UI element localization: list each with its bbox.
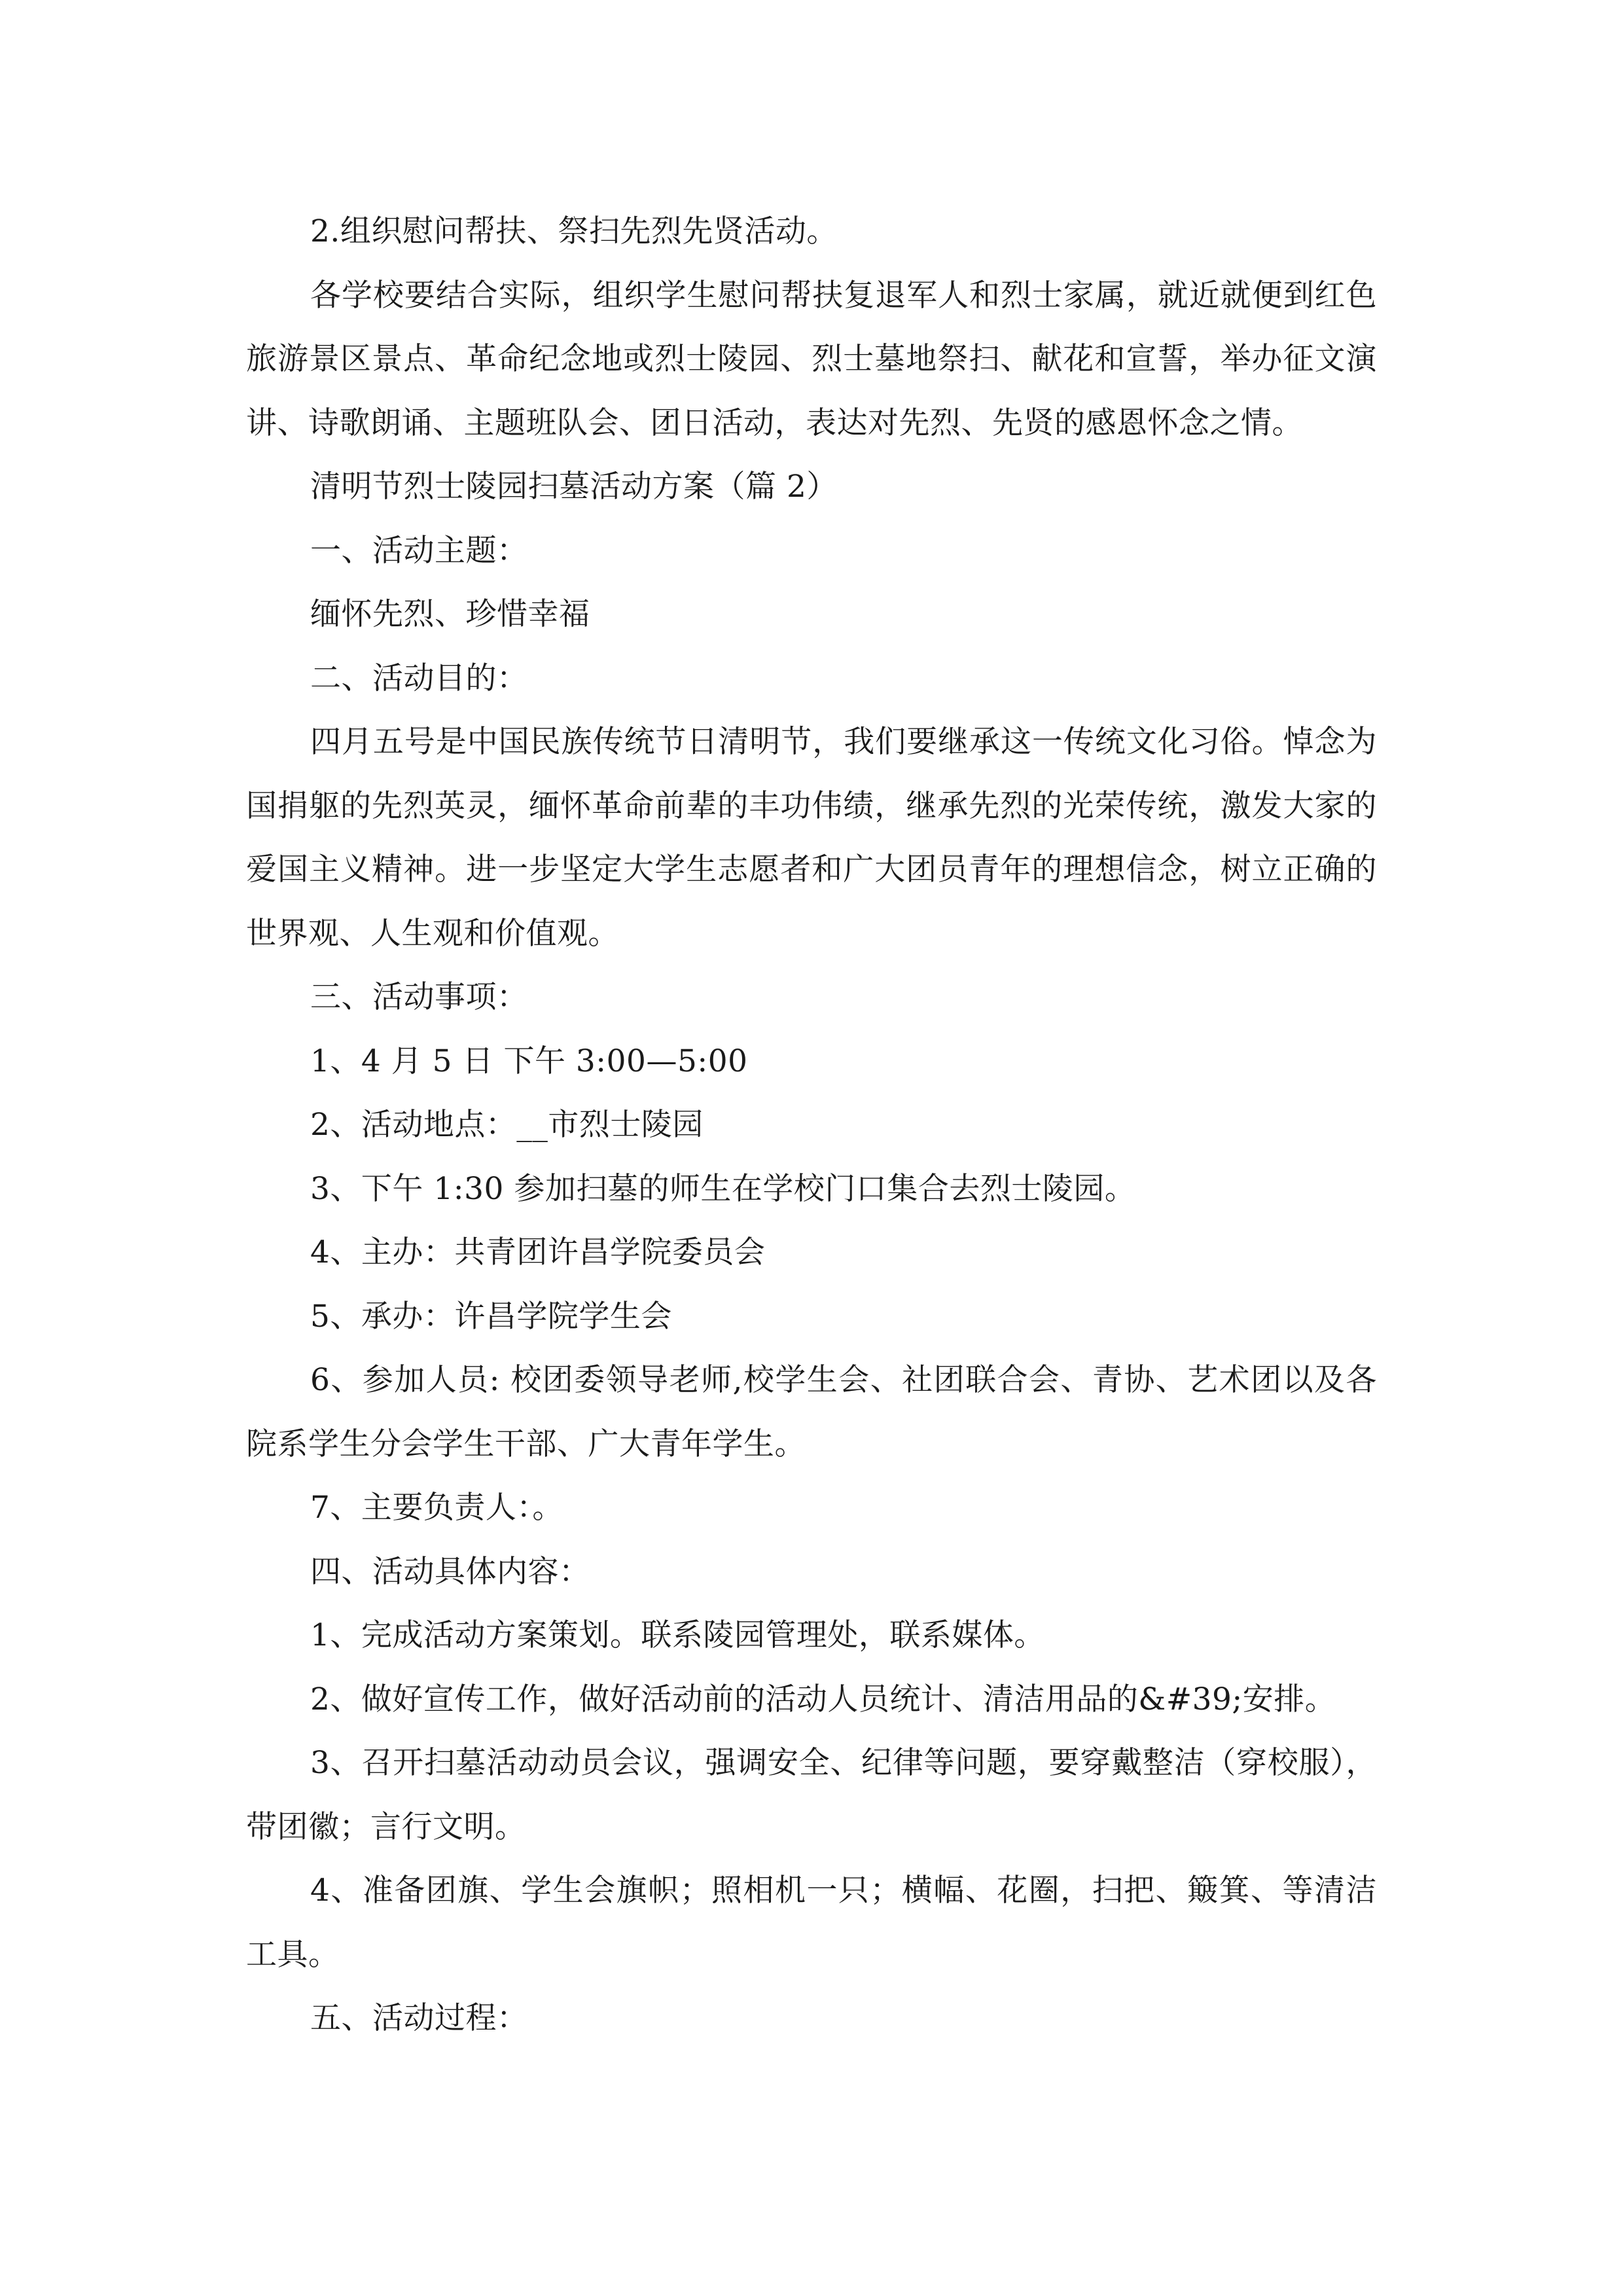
content-item-planning: 1、完成活动方案策划。联系陵园管理处，联系媒体。 <box>310 1617 1045 1653</box>
list-item-organizer: 5、承办：许昌学院学生会 <box>310 1298 672 1335</box>
paragraph-theme-text: 缅怀先烈、珍惜幸福 <box>310 596 590 632</box>
heading-activity-content: 四、活动具体内容： <box>310 1553 590 1590</box>
list-item-person-in-charge: 7、主要负责人：。 <box>310 1490 563 1526</box>
list-item-location: 2、活动地点：__市烈士陵园 <box>310 1107 704 1143</box>
content-item-publicity: 2、做好宣传工作，做好活动前的活动人员统计、清洁用品的&#39;安排。 <box>310 1681 1336 1717</box>
heading-activity-items: 三、活动事项： <box>310 979 528 1015</box>
document-body <box>246 200 1377 2051</box>
paragraph-school-requirements: 各学校要结合实际，组织学生慰问帮扶复退军人和烈士家属，就近就便到红色旅游景区景点、革命纪念地或烈士陵园、烈士墓地祭扫、献花和宣誓，举办征文演讲、诗歌朗诵、主题班队会、团日活动，表达对先烈、先贤的感恩怀念之情。 <box>246 277 1377 441</box>
list-item-host: 4、主办：共青团许昌学院委员会 <box>310 1234 766 1270</box>
heading-activity-theme: 一、活动主题： <box>310 532 528 569</box>
content-item-preparation: 4、准备团旗、学生会旗帜；照相机一只；横幅、花圈，扫把、簸箕、等清洁工具。 <box>246 1873 1377 1973</box>
section-title-plan-2: 清明节烈士陵园扫墓活动方案（篇 2） <box>310 469 838 505</box>
paragraph-purpose-text: 四月五号是中国民族传统节日清明节，我们要继承这一传统文化习俗。悼念为国捐躯的先烈英灵，缅怀革命前辈的丰功伟绩，继承先烈的光荣传统，激发大家的爱国主义精神。进一步坚定大学生志愿者和广大团员青年的理想信念，树立正确的世界观、人生观和价值观。 <box>246 724 1377 952</box>
content-item-mobilization: 3、召开扫墓活动动员会议，强调安全、纪律等问题，要穿戴整洁（穿校服），带团徽；言行文明。 <box>246 1745 1377 1845</box>
heading-activity-process: 五、活动过程： <box>310 2000 528 2036</box>
list-item-assembly: 3、下午 1:30 参加扫墓的师生在学校门口集合去烈士陵园。 <box>310 1170 1136 1207</box>
list-item-time: 1、4 月 5 日 下午 3:00—5:00 <box>310 1043 748 1079</box>
list-item-participants: 6、参加人员: 校团委领导老师,校学生会、社团联合会、青协、艺术团以及各院系学生分会学生干部、广大青年学生。 <box>246 1362 1377 1462</box>
paragraph-organize-activities: 2.组织慰问帮扶、祭扫先烈先贤活动。 <box>310 213 838 249</box>
heading-activity-purpose: 二、活动目的： <box>310 660 528 696</box>
